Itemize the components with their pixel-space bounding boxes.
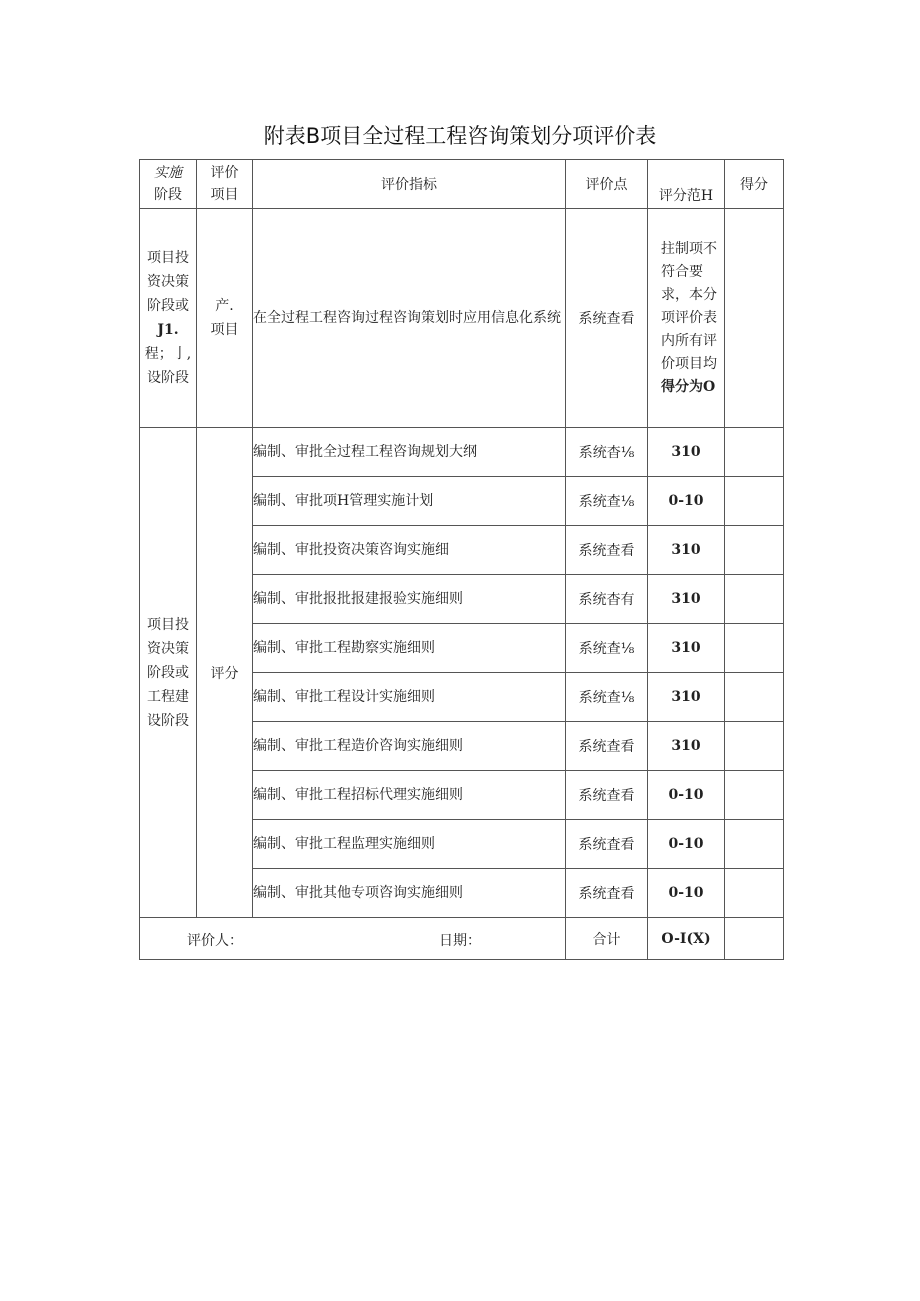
row-indicator: 编制、审批全过程工程咨询规划大纲 xyxy=(253,428,566,477)
row-range: 310 xyxy=(648,428,725,477)
control-item-line: 产. xyxy=(215,298,234,314)
row-point: 系统查⅛ xyxy=(566,477,648,526)
control-range-line: 符合要 xyxy=(661,263,703,280)
page-title: 附表B项目全过程工程咨询策划分项评价表 xyxy=(263,124,657,148)
row-indicator: 编制、审批其他专项咨询实施细则 xyxy=(253,869,566,918)
control-range-line: 内所有评 xyxy=(661,332,717,349)
evaluator-label: 评价人： xyxy=(187,933,243,949)
control-range-line: 价项目均 xyxy=(661,355,717,372)
table-row xyxy=(140,428,784,477)
scoring-stage-line: 工程建 xyxy=(147,688,189,705)
control-stage-line: 程；亅, xyxy=(144,346,192,362)
header-stage-line1: 实施 xyxy=(154,165,182,181)
control-stage-cell xyxy=(140,209,197,428)
row-range: 0-10 xyxy=(648,771,725,820)
scoring-stage-line: 阶段或 xyxy=(147,664,189,681)
control-range-line: 求，本分 xyxy=(661,286,717,303)
total-range: O-I(X) xyxy=(648,918,725,960)
header-indicator: 评价指标 xyxy=(253,160,566,209)
control-stage-line: J1. xyxy=(157,322,179,338)
total-label: 合计 xyxy=(566,918,648,960)
row-score xyxy=(725,673,784,722)
total-score xyxy=(725,918,784,960)
row-range: 310 xyxy=(648,624,725,673)
row-point: 系统查看 xyxy=(566,526,648,575)
control-score xyxy=(725,209,784,428)
control-stage-line: 设阶段 xyxy=(147,370,189,386)
row-range: 310 xyxy=(648,526,725,575)
control-row xyxy=(140,209,784,428)
row-score xyxy=(725,428,784,477)
row-point: 系统査看 xyxy=(566,820,648,869)
header-stage-line2: 阶段 xyxy=(154,187,182,203)
row-score xyxy=(725,722,784,771)
row-range: 310 xyxy=(648,722,725,771)
header-row xyxy=(140,160,784,209)
scoring-stage-line: 设阶段 xyxy=(147,712,189,729)
footer-evaluator-cell xyxy=(140,918,566,960)
row-range: 310 xyxy=(648,575,725,624)
control-stage-line: 资决策 xyxy=(147,274,189,290)
evaluation-table xyxy=(139,159,784,960)
row-point: 系统杳有 xyxy=(566,575,648,624)
row-indicator: 编制、审批工程设计实施细则 xyxy=(253,673,566,722)
row-score xyxy=(725,575,784,624)
control-stage-line: 阶段或 xyxy=(147,298,189,314)
row-range: 0-10 xyxy=(648,869,725,918)
row-range: 0-10 xyxy=(648,820,725,869)
header-stage xyxy=(140,160,197,209)
scoring-stage-cell xyxy=(140,428,197,918)
header-point: 评价点 xyxy=(566,160,648,209)
header-range: 评分范H xyxy=(648,160,725,209)
control-stage-line: 项目投 xyxy=(147,250,189,266)
row-range: 310 xyxy=(648,673,725,722)
row-score xyxy=(725,624,784,673)
row-indicator: 编制、审批投资决策咨询实施细 xyxy=(253,526,566,575)
row-point: 系统查⅛ xyxy=(566,673,648,722)
row-indicator: 编制、审批项H管理实施计划 xyxy=(253,477,566,526)
footer-row xyxy=(140,918,784,960)
row-indicator: 编制、审批报批报建报验实施细则 xyxy=(253,575,566,624)
control-range-line: 拄制项不 xyxy=(661,240,717,257)
header-item-line1: 评价 xyxy=(210,165,239,181)
row-indicator: 编制、审批工程勘察实施细则 xyxy=(253,624,566,673)
row-score xyxy=(725,477,784,526)
control-indicator: 在全过程工程咨询过程咨询策划时应用信息化系统 xyxy=(253,209,566,428)
row-indicator: 编制、审批工程招标代理实施细则 xyxy=(253,771,566,820)
row-point: 系统查⅛ xyxy=(566,624,648,673)
row-score xyxy=(725,771,784,820)
row-score xyxy=(725,820,784,869)
row-indicator: 编制、审批工程造价咨询实施细则 xyxy=(253,722,566,771)
header-item-line2: 项目 xyxy=(210,187,239,203)
control-range-line: 得分为O xyxy=(661,378,716,395)
header-item xyxy=(197,160,253,209)
header-score: 得分 xyxy=(725,160,784,209)
scoring-stage-line: 项目投 xyxy=(147,616,189,633)
control-item-line: 项目 xyxy=(210,322,239,338)
row-indicator: 编制、审批工程监理实施细则 xyxy=(253,820,566,869)
row-point: 系统杳⅛ xyxy=(566,428,648,477)
scoring-item-cell: 评分 xyxy=(197,428,253,918)
scoring-stage-line: 资决策 xyxy=(147,640,189,657)
control-point: 系统查看 xyxy=(566,209,648,428)
date-label: 日期： xyxy=(439,933,481,949)
control-range-cell xyxy=(648,209,725,428)
row-range: 0-10 xyxy=(648,477,725,526)
row-point: 系统查看 xyxy=(566,722,648,771)
control-item-cell xyxy=(197,209,253,428)
row-point: 系统查看 xyxy=(566,771,648,820)
row-point: 系统査看 xyxy=(566,869,648,918)
row-score xyxy=(725,869,784,918)
control-range-line: 项评价表 xyxy=(661,309,717,326)
row-score xyxy=(725,526,784,575)
